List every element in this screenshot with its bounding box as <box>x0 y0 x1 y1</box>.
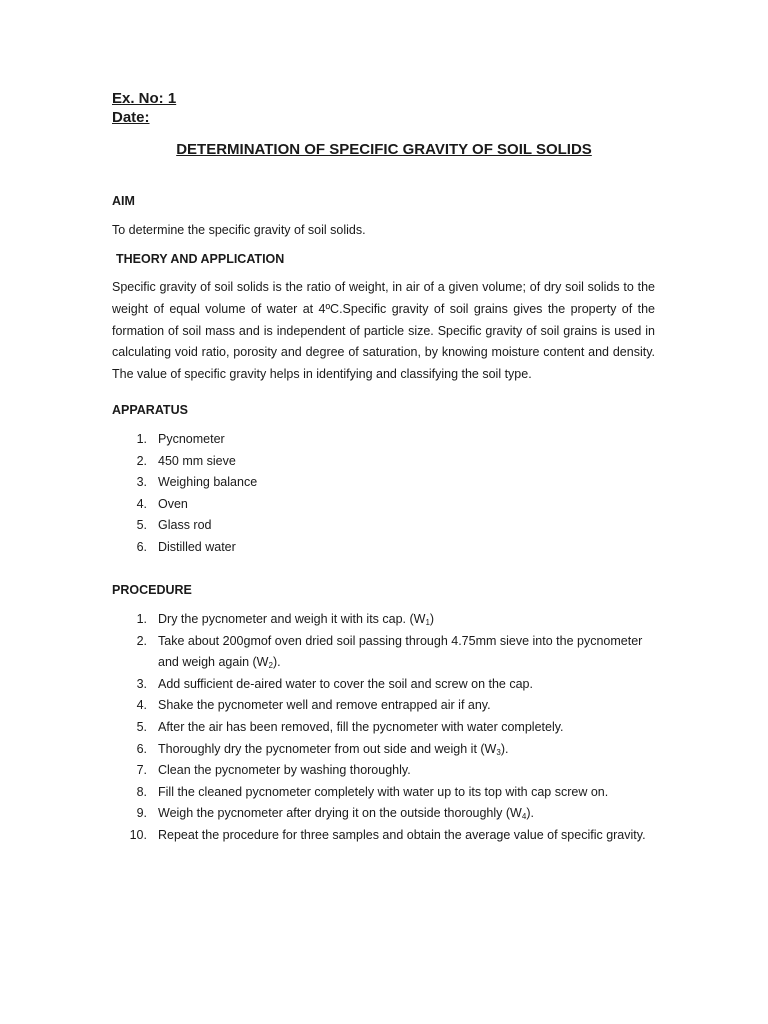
list-item-number: 4. <box>136 698 147 713</box>
apparatus-list <box>112 429 257 559</box>
list-item-text <box>158 739 662 761</box>
list-item-body: Dry the pycnometer and weigh it with its cap. (W <box>158 612 426 626</box>
list-item-body: Glass rod <box>158 518 212 533</box>
list-item-suffix: ). <box>272 655 281 670</box>
aim-heading: AIM <box>112 194 135 208</box>
list-item-body: Repeat the procedure for three samples and obtain the average value of specific gravity. <box>158 827 646 842</box>
procedure-step <box>112 803 662 825</box>
list-item-text <box>158 782 662 804</box>
apparatus-item <box>112 451 257 473</box>
procedure-step <box>112 695 662 717</box>
procedure-step <box>112 825 662 847</box>
list-item-suffix: ). <box>500 741 509 756</box>
list-item-body: Add sufficient de-aired water to cover the soil and screw on the cap. <box>158 676 533 691</box>
list-item-number: 6. <box>136 539 147 554</box>
list-item-body: Distilled water <box>158 539 236 554</box>
weight-subscript: 1 <box>425 618 430 627</box>
experiment-header <box>112 89 176 127</box>
list-item-body: Weigh the pycnometer after drying it on the outside thoroughly (W <box>158 806 522 821</box>
theory-heading: THEORY AND APPLICATION <box>116 252 285 266</box>
procedure-list <box>112 609 662 847</box>
procedure-step <box>112 609 662 631</box>
list-item-body: Pycnometer <box>158 432 225 446</box>
weight-subscript: 4 <box>521 812 527 822</box>
list-item-body: Shake the pycnometer well and remove entrapped air if any. <box>158 698 491 713</box>
list-item-text <box>158 631 662 674</box>
list-item-body: Thoroughly dry the pycnometer from out side and weigh it (W <box>158 741 497 756</box>
list-item-text <box>158 803 662 825</box>
list-item-text <box>158 515 257 537</box>
list-item-text <box>158 760 662 782</box>
list-item-text <box>158 717 662 739</box>
list-item-body: Clean the pycnometer by washing thoroughly. <box>158 763 411 778</box>
list-item-text <box>158 609 662 631</box>
apparatus-item <box>112 472 257 494</box>
procedure-heading: PROCEDURE <box>112 583 192 597</box>
list-item-text <box>158 451 257 473</box>
list-item-suffix: ) <box>429 612 435 626</box>
page-title: DETERMINATION OF SPECIFIC GRAVITY OF SOIL SOLIDS <box>176 141 592 158</box>
aim-text: To determine the specific gravity of soil solids. <box>112 223 366 237</box>
list-item-number: 10. <box>129 827 147 842</box>
apparatus-item <box>112 537 257 559</box>
list-item-text <box>158 472 257 494</box>
date-label: Date: <box>112 109 150 126</box>
apparatus-item <box>112 429 257 451</box>
list-item-body: After the air has been removed, fill the pycnometer with water completely. <box>158 719 564 734</box>
theory-paragraph: Specific gravity of soil solids is the ratio of weight, in air of a given volume; of dry soil solids to the weight of equal volume of water at 4ºC.Specific gravity of soil grains gives the property of the formation of soil mass and is independent of particle size. Specific gravity of soil grains is used in calculating void ratio, porosity and degree of saturation, by knowing moisture content and density. The value of specific gravity helps in identifying and classifying the soil type. <box>112 280 655 382</box>
list-item-body: Weighing balance <box>158 475 258 490</box>
weight-subscript: 2 <box>268 661 273 671</box>
apparatus-item <box>112 494 257 516</box>
list-item-number: 4. <box>136 496 147 511</box>
procedure-step <box>112 631 662 674</box>
list-item-suffix: ). <box>526 806 534 821</box>
list-item-number: 1. <box>136 432 147 446</box>
procedure-step <box>112 674 662 696</box>
list-item-body: Take about 200gmof oven dried soil passing through 4.75mm sieve into the pycnometer and weigh again (W <box>158 633 643 670</box>
list-item-number: 5. <box>136 518 147 533</box>
list-item-number: 8. <box>136 784 147 799</box>
list-item-text <box>158 429 257 451</box>
list-item-body: 450 mm sieve <box>158 453 236 468</box>
list-item-text <box>158 825 662 847</box>
list-item-text <box>158 537 257 559</box>
list-item-number: 2. <box>136 453 147 468</box>
list-item-text <box>158 695 662 717</box>
list-item-number: 1. <box>136 612 147 626</box>
apparatus-heading: APPARATUS <box>112 403 188 417</box>
apparatus-item <box>112 515 257 537</box>
procedure-step <box>112 717 662 739</box>
list-item-number: 3. <box>136 475 147 490</box>
weight-subscript: 3 <box>496 747 501 757</box>
list-item-body: Oven <box>158 496 188 511</box>
list-item-text <box>158 494 257 516</box>
procedure-step <box>112 739 662 761</box>
list-item-number: 6. <box>136 741 147 756</box>
procedure-step <box>112 782 662 804</box>
list-item-text <box>158 674 662 696</box>
list-item-number: 3. <box>136 676 147 691</box>
list-item-number: 7. <box>136 763 147 778</box>
list-item-number: 9. <box>136 806 147 821</box>
procedure-step <box>112 760 662 782</box>
list-item-number: 2. <box>136 633 147 648</box>
list-item-body: Fill the cleaned pycnometer completely with water up to its top with cap screw on. <box>158 784 609 799</box>
list-item-number: 5. <box>136 719 147 734</box>
ex-number: Ex. No: 1 <box>112 90 177 107</box>
